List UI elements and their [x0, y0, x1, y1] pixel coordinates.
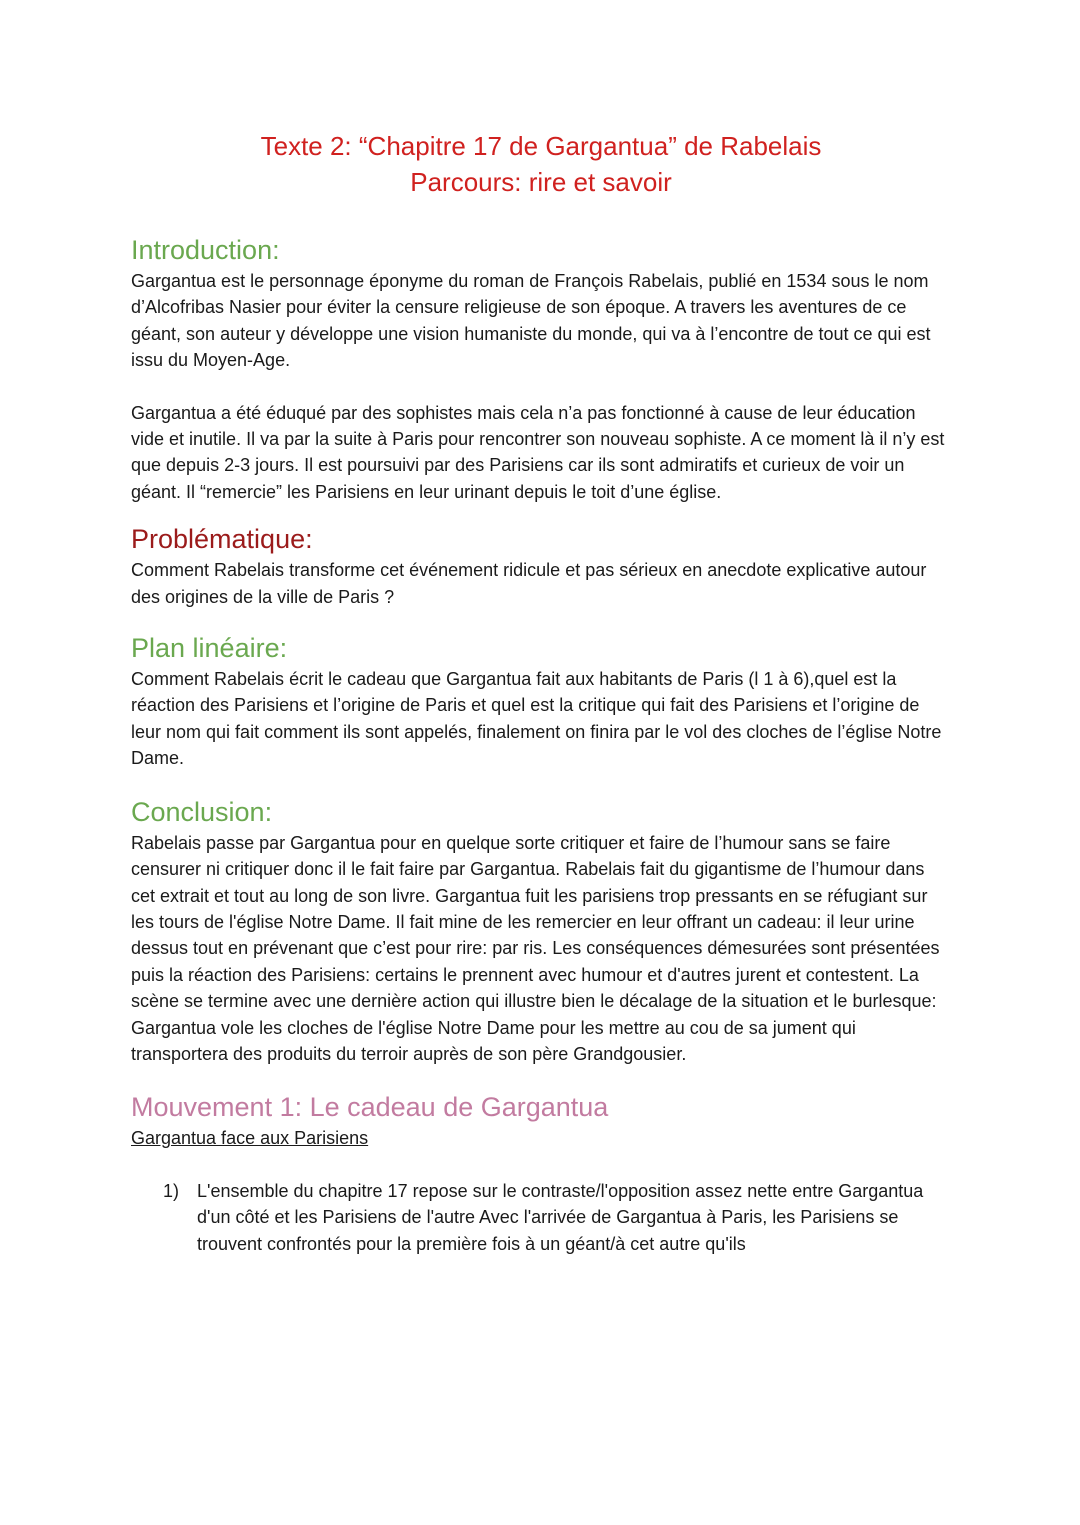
problematique-heading: Problématique: — [131, 524, 313, 555]
plan-text: Comment Rabelais écrit le cadeau que Gargantua fait aux habitants de Paris (l 1 à 6),quel est la réaction des Parisiens et l’origine de Paris et quel est la critique qui fait des Parisiens et l’origine de leur nom qui fait comment ils sont appelés, finalement on finira par le vol des cloches de l’église Notre Dame. — [131, 669, 942, 769]
problematique-text: Comment Rabelais transforme cet événement ridicule et pas sérieux en anecdote explicative autour des origines de la ville de Paris ? — [131, 560, 927, 607]
mouvement-1-list — [131, 1178, 951, 1257]
introduction-heading: Introduction: — [131, 235, 280, 265]
plan-heading: Plan linéaire: — [131, 633, 288, 664]
introduction-paragraph-1: Gargantua est le personnage éponyme du roman de François Rabelais, publié en 1534 sous le nom d’Alcofribas Nasier pour éviter la censure religieuse de son époque. A travers les aventures de ce géant, son auteur y développe une vision humaniste du monde, qui va à l’encontre de tout ce qui est issu du Moyen-Age. — [131, 271, 931, 371]
title-line-2: Parcours: rire et savoir — [410, 167, 672, 197]
conclusion-text: Rabelais passe par Gargantua pour en quelque sorte critiquer et faire de l’humour sans se faire censurer ni critiquer donc il le fait faire par Gargantua. Rabelais fait du gigantisme de l’humour dans cet extrait et tout au long de son livre. Gargantua fuit les parisiens trop pressants en se réfugiant sur les tours de l'église Notre Dame. Il fait mine de les remercier en leur offrant un cadeau: il leur urine dessus tout en prévenant que c’est pour rire: par ris. Les conséquences démesurées sont présentées puis la réaction des Parisiens: certains le prennent avec humour et d'autres jurent et contestent. La scène se termine avec une dernière action qui illustre bien le décalage de la situation et le burlesque: Gargantua vole les cloches de l'église Notre Dame pour les mettre au cou de sa jument qui transportera des produits du terroir auprès de son père Grandgousier. — [131, 832, 940, 1064]
document-title — [131, 128, 951, 200]
mouvement-1-heading: Mouvement 1: Le cadeau de Gargantua — [131, 1092, 609, 1123]
list-item — [131, 1178, 951, 1257]
list-item-text: L'ensemble du chapitre 17 repose sur le contraste/l'opposition assez nette entre Gargantua d'un côté et les Parisiens de l'autre Avec l'arrivée de Gargantua à Paris, les Parisiens se trouvent confrontés pour la première fois à un géant/à cet autre qu'ils — [197, 1180, 924, 1254]
mouvement-1-subheading: Gargantua face aux Parisiens — [131, 1128, 369, 1149]
list-item-number: 1) — [163, 1180, 180, 1201]
document-page — [131, 128, 951, 1257]
title-line-1: Texte 2: “Chapitre 17 de Gargantua” de Rabelais — [260, 131, 822, 161]
conclusion-heading: Conclusion: — [131, 796, 273, 827]
introduction-paragraph-2: Gargantua a été éduqué par des sophistes mais cela n’a pas fonctionné à cause de leur éducation vide et inutile. Il va par la suite à Paris pour rencontrer son nouveau sophiste. A ce moment là il n’y est que depuis 2-3 jours. Il est poursuivi par des Parisiens car ils sont admiratifs et curieux de voir un géant. Il “remercie” les Parisiens en leur urinant depuis le toit d’une église. — [131, 402, 945, 502]
